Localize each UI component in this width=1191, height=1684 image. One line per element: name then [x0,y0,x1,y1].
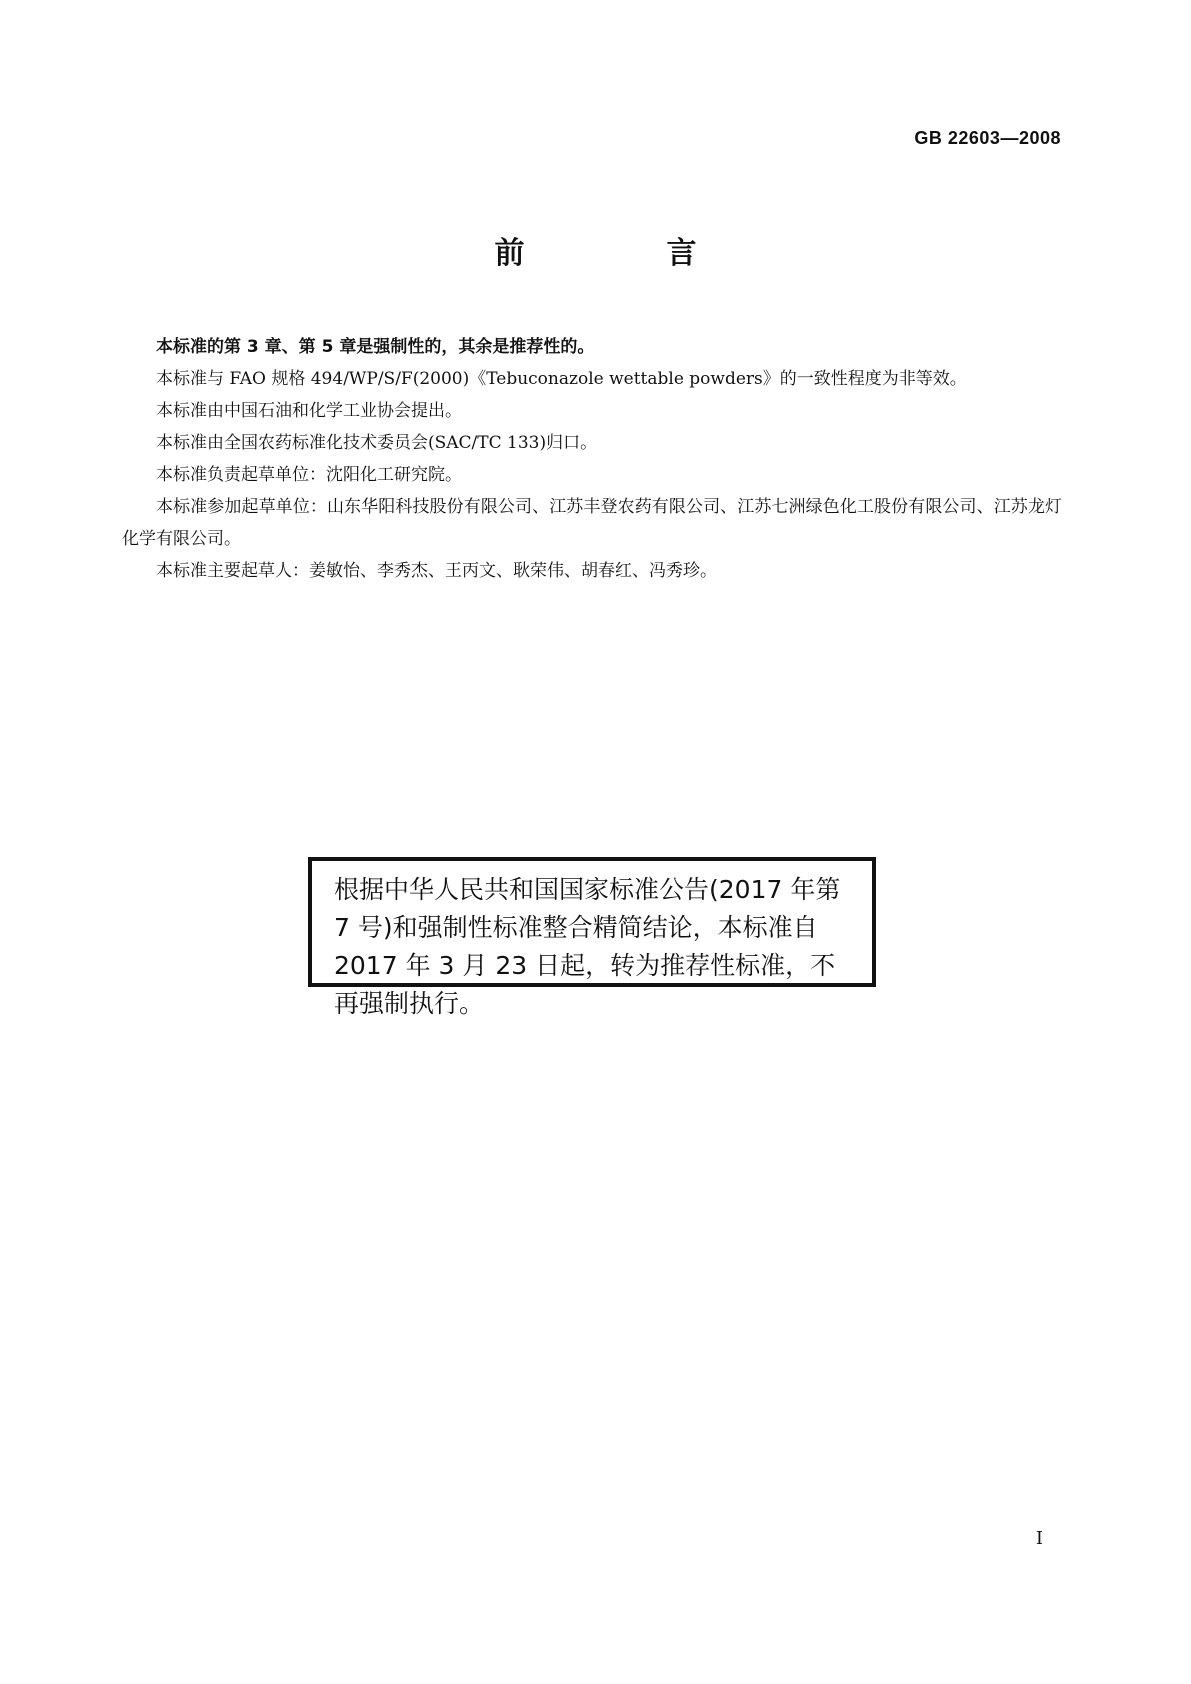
paragraph-consistency: 本标准与 FAO 规格 494/WP/S/F(2000)《Tebuconazole wettable powders》的一致性程度为非等效。 [156,369,967,389]
paragraph-main-drafters: 本标准主要起草人：姜敏怡、李秀杰、王丙文、耿荣伟、胡春红、冯秀珍。 [156,561,717,581]
paragraph-responsible-drafter: 本标准负责起草单位：沈阳化工研究院。 [156,465,462,485]
page-title: 前 言 [494,236,753,271]
paragraph-centralized: 本标准由全国农药标准化技术委员会(SAC/TC 133)归口。 [156,433,598,453]
paragraph-proposer: 本标准由中国石油和化学工业协会提出。 [156,401,462,421]
standard-number: GB 22603—2008 [914,128,1061,148]
notice-text: 根据中华人民共和国国家标准公告(2017 年第 7 号)和强制性标准整合精简结论，本标准自 2017 年 3 月 23 日起，转为推荐性标准，不再强制执行。 [334,875,841,1018]
paragraph-mandatory-chapters: 本标准的第 3 章、第 5 章是强制性的，其余是推荐性的。 [156,337,595,357]
foreword-body [122,331,1062,587]
page-number: I [1035,1528,1043,1549]
paragraph-participating-drafters: 本标准参加起草单位：山东华阳科技股份有限公司、江苏丰登农药有限公司、江苏七洲绿色化工股份有限公司、江苏龙灯化学有限公司。 [122,497,1062,549]
notice-box [308,857,876,1018]
